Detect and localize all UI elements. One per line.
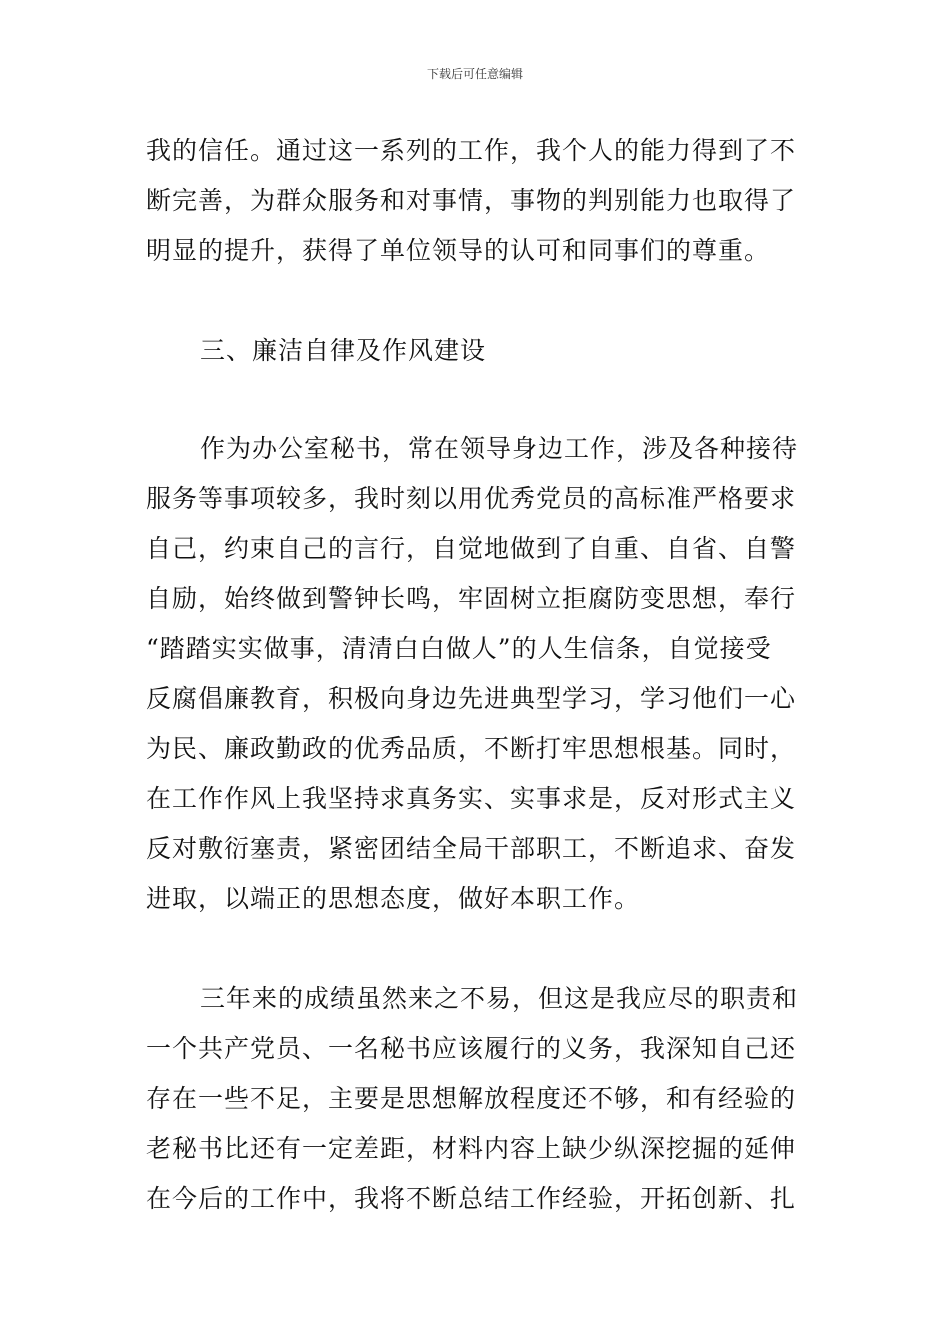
paragraph-3 <box>146 974 808 1224</box>
paragraph-line: “踏踏实实做事，清清白白做人”的人生信条，自觉接受 <box>146 634 772 663</box>
paragraph-line: 进取，以端正的思想态度，做好本职工作。 <box>146 884 641 913</box>
paragraph-line: 断完善，为群众服务和对事情，事物的判别能力也取得了 <box>146 186 797 215</box>
paragraph-line: 自己，约束自己的言行，自觉地做到了自重、自省、自警 <box>146 534 797 563</box>
paragraph-line: 老秘书比还有一定差距，材料内容上缺少纵深挖掘的延伸 <box>146 1134 797 1163</box>
paragraph-line: 一个共产党员、一名秘书应该履行的义务，我深知自己还 <box>146 1034 797 1063</box>
paragraph-2 <box>146 424 808 924</box>
paragraph-line: 明显的提升，获得了单位领导的认可和同事们的尊重。 <box>146 236 771 265</box>
paragraph-line: 我的信任。通过这一系列的工作，我个人的能力得到了不 <box>146 136 797 165</box>
paragraph-line: 在今后的工作中，我将不断总结工作经验，开拓创新、扎 <box>146 1184 797 1213</box>
section-heading-text: 三、廉洁自律及作风建设 <box>200 336 487 365</box>
paragraph-1 <box>146 126 808 276</box>
paragraph-line: 自励，始终做到警钟长鸣，牢固树立拒腐防变思想，奉行 <box>146 584 797 613</box>
paragraph-line: 反腐倡廉教育，积极向身边先进典型学习，学习他们一心 <box>146 684 797 713</box>
page-header-note: 下载后可任意编辑 <box>426 67 523 81</box>
paragraph-line: 存在一些不足，主要是思想解放程度还不够，和有经验的 <box>146 1084 797 1113</box>
paragraph-line: 为民、廉政勤政的优秀品质，不断打牢思想根基。同时， <box>146 734 797 763</box>
section-heading <box>146 326 808 376</box>
paragraph-line: 在工作作风上我坚持求真务实、实事求是，反对形式主义 <box>146 784 797 813</box>
paragraph-line: 三年来的成绩虽然来之不易，但这是我应尽的职责和 <box>200 984 799 1013</box>
paragraph-line: 作为办公室秘书，常在领导身边工作，涉及各种接待 <box>200 434 799 463</box>
paragraph-line: 服务等事项较多，我时刻以用优秀党员的高标准严格要求 <box>146 484 797 513</box>
paragraph-line: 反对敷衍塞责，紧密团结全局干部职工，不断追求、奋发 <box>146 834 797 863</box>
